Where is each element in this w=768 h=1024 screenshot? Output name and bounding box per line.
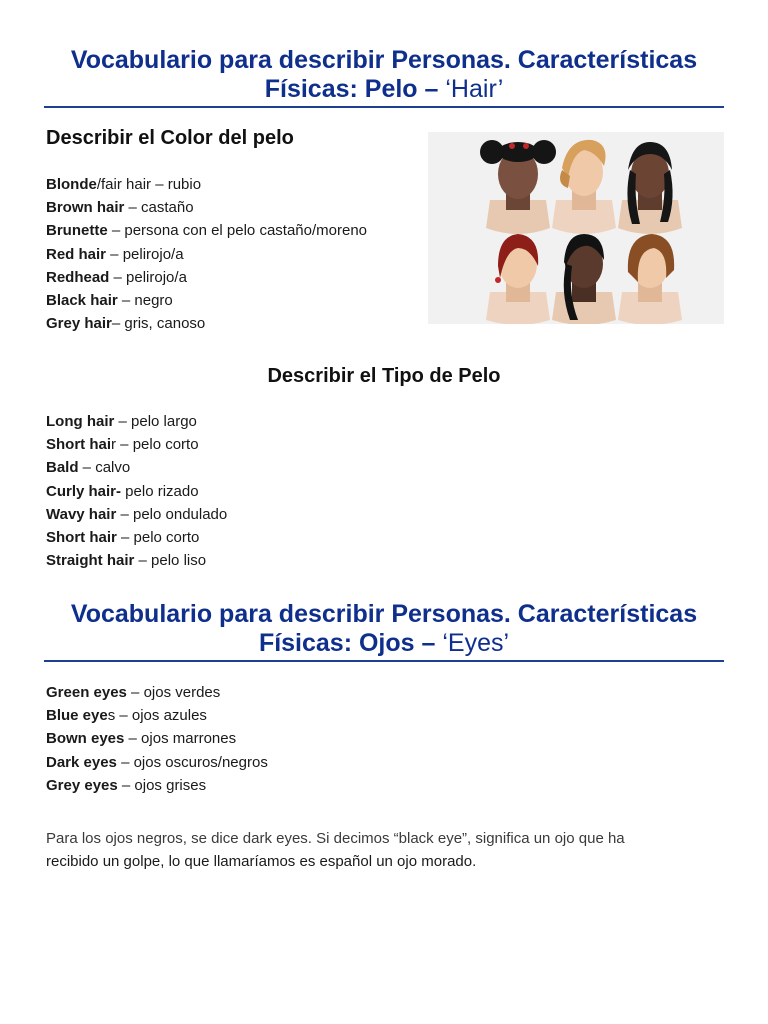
list-item: Blue eyes – ojos azules xyxy=(46,707,207,725)
black-eye-note xyxy=(46,827,726,873)
eyes-title-main: Vocabulario para describir Personas. Características Físicas: Ojos – xyxy=(70,600,698,657)
list-item: Bald – calvo xyxy=(46,459,131,477)
list-item: Brown hair – castaño xyxy=(46,199,194,217)
hairstyles-illustration xyxy=(428,132,724,324)
hair-title-quote: ‘Hair’ xyxy=(445,75,504,103)
list-item: Red hair – pelirojo/a xyxy=(46,245,184,263)
hair-section-title xyxy=(44,46,724,108)
list-item: Brunette – persona con el pelo castaño/moreno xyxy=(46,222,368,240)
list-item: Bown eyes – ojos marrones xyxy=(46,730,237,748)
note-line-2: recibido un golpe, lo que llamaríamos es español un ojo morado. xyxy=(46,853,477,870)
list-item: Green eyes – ojos verdes xyxy=(46,684,221,701)
hairstyles-illustration-icon xyxy=(428,132,724,324)
eyes-section-title xyxy=(44,600,724,662)
hair-type-heading: Describir el Tipo de Pelo xyxy=(267,365,501,387)
list-item: Straight hair – pelo liso xyxy=(46,552,207,570)
eyes-list xyxy=(46,681,268,797)
list-item: Redhead – pelirojo/a xyxy=(46,268,187,286)
list-item: Short hair – pelo corto xyxy=(46,436,199,454)
eyes-title-quote: ‘Eyes’ xyxy=(442,629,510,657)
note-line-1: Para los ojos negros, se dice dark eyes. Si decimos “black eye”, significa un ojo que ha xyxy=(46,830,625,847)
list-item: Short hair – pelo corto xyxy=(46,529,200,547)
hair-title-main: Vocabulario para describir Personas. Características Físicas: Pelo – xyxy=(70,46,698,103)
hair-type-list xyxy=(46,410,227,572)
list-item: Long hair – pelo largo xyxy=(46,413,197,430)
list-item: Curly hair- pelo rizado xyxy=(46,482,199,500)
list-item: Black hair – negro xyxy=(46,292,173,310)
list-item: Wavy hair – pelo ondulado xyxy=(46,505,228,523)
list-item: Grey hair– gris, canoso xyxy=(46,315,206,333)
list-item: Dark eyes – ojos oscuros/negros xyxy=(46,753,268,771)
list-item: Blonde/fair hair – rubio xyxy=(46,176,202,193)
list-item: Grey eyes – ojos grises xyxy=(46,776,207,794)
hair-color-list xyxy=(46,173,367,335)
hair-color-heading: Describir el Color del pelo xyxy=(46,127,294,149)
